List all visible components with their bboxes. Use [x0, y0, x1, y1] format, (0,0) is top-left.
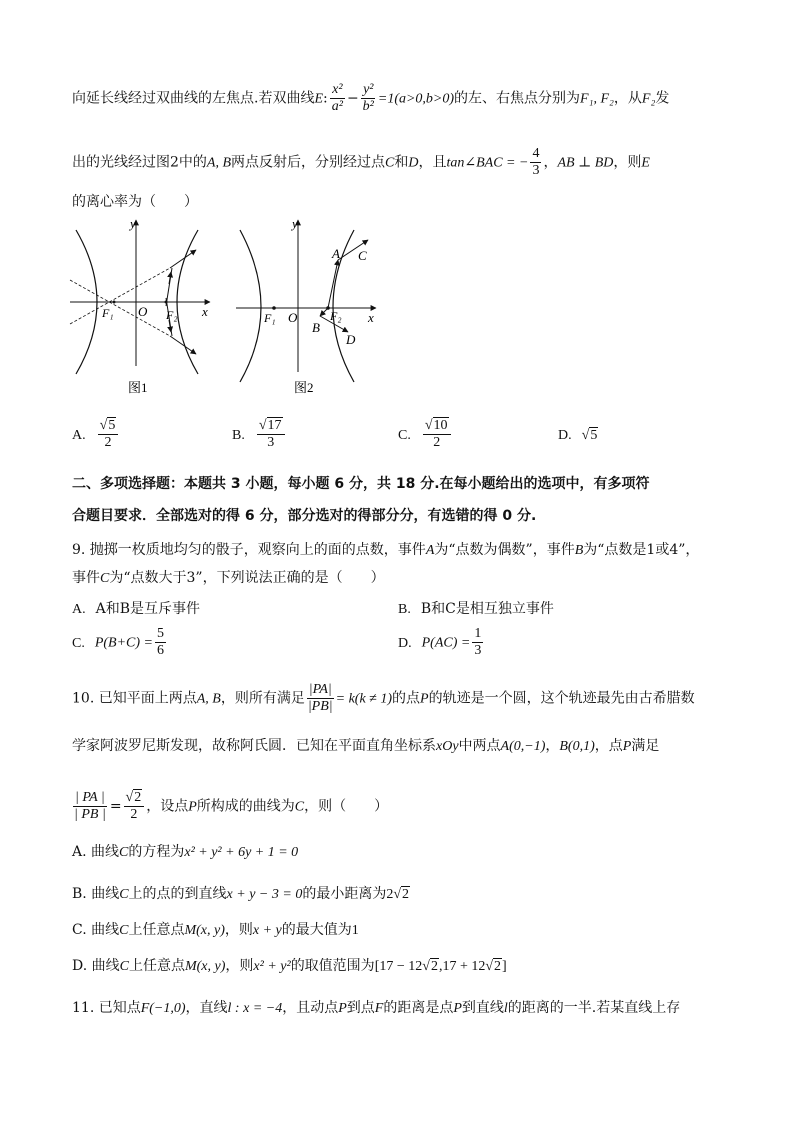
point-d: D — [408, 155, 419, 171]
f2-point — [165, 301, 168, 304]
y2-over-b2: $\frac{\text{y²}}{\text{b²}}$ — [362, 82, 374, 114]
q8-option-a[interactable]: A. $\frac{√5}{2}$ — [72, 418, 120, 451]
points-ab: A, B — [206, 155, 232, 171]
q8-option-b[interactable]: B. $\frac{√17}{3}$ — [232, 418, 287, 451]
point-a-label: A — [332, 246, 340, 261]
figure-1 — [66, 216, 216, 396]
section-2-heading-line-2: 合题目要求．全部选对的得 6 分，部分选对的得部分分，有选错的得 0 分. — [72, 508, 537, 524]
q9-option-a[interactable]: A. A和B是互斥事件 — [72, 601, 201, 617]
q8-option-c[interactable]: C. $\frac{√10}{2}$ — [398, 418, 453, 451]
q8-line-3: 的离心率为（ ） — [72, 194, 198, 210]
f2-label: F₂ — [166, 308, 178, 322]
q8-text: ，则 — [613, 154, 642, 171]
colon: : — [323, 90, 328, 107]
tan-expression: tan∠BAC = − — [446, 155, 529, 171]
q8-option-d[interactable]: D. √5 — [558, 428, 598, 443]
x-label: x — [202, 304, 208, 319]
y-label: y — [130, 216, 136, 231]
foci: F₁, F₂ — [580, 91, 614, 107]
f1-point — [272, 306, 276, 310]
ray-f2-b — [320, 308, 328, 316]
x-label: x — [368, 310, 374, 325]
q8-text: ， — [543, 154, 558, 171]
q9-line-1: 9. 抛掷一枚质地均匀的骰子，观察向上的面的点数，事件A为“点数为偶数”，事件B为“点数是1或4”， — [72, 542, 700, 558]
q8-text: 的左、右焦点分别为 — [454, 90, 581, 107]
origin-label: O — [288, 310, 298, 325]
dashed-line-upper — [70, 268, 170, 324]
q10-line-1: 10. 已知平面上两点A, B，则所有满足 $\frac{|PA|}{|PB|}$ = k(k ≠ 1)的点P的轨迹是一个圆，这个轨迹最先由古希腊数 — [72, 682, 695, 714]
f1-label: F₁ — [102, 306, 114, 320]
q10-option-d[interactable]: D. 曲线C上任意点M(x, y)，则x² + y²的取值范围为[17 − 12√2,17 + 12√2] — [72, 958, 507, 974]
point-c: C — [385, 155, 395, 171]
figure-2-caption: 图2 — [294, 380, 314, 395]
perpendicular-condition: AB ⊥ BD — [557, 155, 614, 171]
section-2-heading-line-1: 二、多项选择题：本题共 3 小题，每小题 6 分，共 18 分.在每小题给出的选项中，有多项符 — [72, 476, 650, 492]
q10-option-b[interactable]: B. 曲线C上的点的到直线x + y − 3 = 0的最小距离为2√2 — [72, 886, 410, 902]
q8-text: 出的光线经过图2中的 — [72, 154, 207, 171]
q8-text: 发 — [655, 90, 670, 107]
origin-label: O — [138, 304, 148, 319]
hyperbola-condition: =1(a>0,b>0) — [377, 91, 455, 107]
figure-2 — [232, 216, 382, 396]
q10-line-3: $\frac{| PA |}{| PB |}$ = $\frac{√2}{2}$ ，设点P所构成的曲线为C，则（ ） — [74, 790, 389, 822]
y-label: y — [292, 216, 298, 231]
q9-option-c[interactable]: C. P(B+C) = $\frac{5}{6}$ — [72, 626, 165, 658]
f1-point — [113, 301, 116, 304]
q8-text: ，从 — [613, 90, 642, 107]
dashed-line-lower — [70, 280, 170, 336]
q8-text: 向延长线经过双曲线的左焦点.若双曲线 — [72, 90, 315, 107]
point-c-label: C — [358, 248, 367, 263]
x2-over-a2: $\frac{\text{x²}}{\text{a²}}$ — [331, 82, 343, 114]
q10-line-2: 学家阿波罗尼斯发现，故称阿氏圆．已知在平面直角坐标系xOy中两点A(0,−1)，B(0,1)，点P满足 — [72, 738, 660, 754]
point-d-label: D — [346, 332, 356, 347]
q10-option-a[interactable]: A. 曲线C的方程为x² + y² + 6y + 1 = 0 — [72, 844, 299, 860]
q8-line-1: 向延长线经过双曲线的左焦点.若双曲线E: $\frac{\text{x²}}{\text{a²}}$ − $\frac{\text{y²}}{\text{b²}}$ =1(a>0,b>0)的左、右焦点分别为F₁, F₂，从F₂发 — [72, 82, 670, 114]
q8-line-2 — [72, 146, 722, 179]
figure-1-caption: 图1 — [128, 380, 148, 395]
q9-option-b[interactable]: B. B和C是相互独立事件 — [398, 601, 554, 617]
tan-fraction: $\frac{4}{3}$ — [532, 146, 540, 178]
q8-text: 和 — [394, 154, 409, 171]
q9-line-2: 事件C为“点数大于3”，下列说法正确的是（ ） — [72, 570, 385, 586]
f1-label: F₁ — [264, 311, 276, 325]
q8-text: ，且 — [418, 154, 447, 171]
q10-option-c[interactable]: C. 曲线C上任意点M(x, y)，则x + y的最大值为1 — [72, 922, 359, 938]
hyperbola-name: E — [314, 91, 324, 107]
q9-option-d[interactable]: D. P(AC) = $\frac{1}{3}$ — [398, 626, 482, 658]
hyperbola-name: E — [641, 155, 650, 171]
focus-f2: F₂ — [641, 91, 656, 107]
f2-label: F₂ — [330, 309, 342, 323]
point-b-label: B — [312, 320, 320, 335]
left-branch — [240, 230, 261, 382]
q11-line-1: 11. 已知点F(−1,0)，直线l : x = −4，且动点P到点F的距离是点P到直线l的距离的一半.若某直线上存 — [72, 1000, 681, 1016]
q8-text: 两点反射后，分别经过点 — [231, 154, 386, 171]
